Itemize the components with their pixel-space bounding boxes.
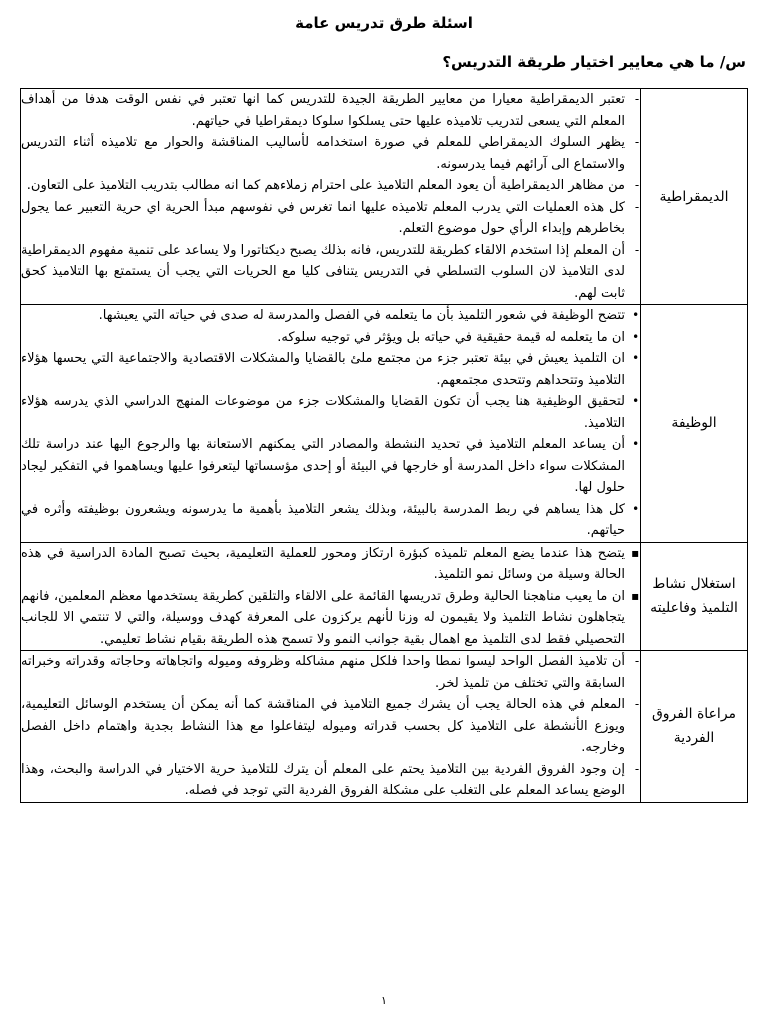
criteria-points-list xyxy=(21,651,640,802)
criteria-point-text: من مظاهر الديمقراطية أن يعود المعلم التلاميذ على احترام زملاءهم كما انه مطالب بتدريب التلاميذ على التعاون. xyxy=(26,178,625,193)
criteria-point-text: تعتبر الديمقراطية معيارا من معايير الطريقة الجيدة للتدريس كما انها تعتبر في نفس الوقت هدفا من أهداف المعلم التي يسعى لتدريب تلاميذه عليها حتى يسلكوا سلوكا ديمقراطيا في حياتهم. xyxy=(21,92,625,129)
criteria-point-text: ان التلميذ يعيش في بيئة تعتبر جزء من مجتمع ملئ بالقضايا والمشكلات الاقتصادية والاجتماعية التي يحسها هؤلاء التلاميذ وتتحداهم وتتحدى مجتمعهم. xyxy=(21,351,625,388)
bullet-marker: • xyxy=(632,351,639,365)
bullet-marker: • xyxy=(632,308,639,322)
criteria-points-list xyxy=(21,89,640,304)
criteria-point xyxy=(21,348,640,391)
criteria-point-text: أن المعلم إذا استخدم الالقاء كطريقة للتدريس، فانه بذلك يصبح ديكتاتورا ولا يساعد على تنمية مفهوم الديمقراطية لدى التلاميذ لان السلوب التسلطي في التدريس يتنافى كليا مع الحريات التي يجب أن يستمتع بها التلاميذ كحق ثابت لهم. xyxy=(21,242,625,301)
bullet-marker: - xyxy=(634,654,639,668)
page-number: ١ xyxy=(381,994,387,1007)
bullet-marker: - xyxy=(634,761,639,776)
criteria-point-text: كل هذا يساهم في ربط المدرسة بالبيئة، وبذلك يشعر التلاميذ بأهمية ما يدرسونه ويشعرون بوظيفته وأثره في حياتهم. xyxy=(21,501,625,538)
criteria-label: الوظيفة xyxy=(671,415,717,432)
criteria-description-cell xyxy=(21,542,641,651)
criteria-label: استغلال نشاط التلميذ وفاعليته xyxy=(650,576,738,617)
criteria-point xyxy=(21,694,640,759)
criteria-point xyxy=(21,651,640,694)
criteria-points-list xyxy=(21,305,640,542)
criteria-row xyxy=(21,305,748,543)
bullet-marker: - xyxy=(634,92,639,106)
page-title: اسئلة طرق تدريس عامة xyxy=(295,14,473,32)
criteria-label: مراعاة الفروق الفردية xyxy=(651,706,737,747)
criteria-point xyxy=(21,434,640,499)
criteria-point xyxy=(21,305,640,327)
criteria-row xyxy=(21,651,748,803)
bullet-marker: - xyxy=(634,135,639,149)
criteria-point xyxy=(21,543,640,586)
bullet-marker: - xyxy=(634,697,639,711)
criteria-points-list xyxy=(21,543,640,651)
criteria-table xyxy=(20,88,748,803)
criteria-point-text: يتضح هذا عندما يضع المعلم تلميذه كبؤرة ارتكاز ومحور للعملية التعليمية، بحيث تصبح المادة الدراسية في هذه الحالة وسيلة من وسائل نمو التلميذ. xyxy=(21,545,625,582)
criteria-label-cell xyxy=(641,305,748,543)
criteria-point xyxy=(21,499,640,542)
bullet-marker: • xyxy=(632,437,639,451)
question-heading: س/ ما هي معايير اختيار طريقة التدريس؟ xyxy=(442,53,746,71)
criteria-point-text: أن يساعد المعلم التلاميذ في تحديد النشطة والمصادر التي يمكنهم الاستعانة بها والرجوع اليها عند دراسة تلك المشكلات سواء داخل المدرسة أو خارجها في البيئة أو إحدى مؤسساتها ليتعرفوا عليها ويساهموا في التفكير ليجاد حلول لها. xyxy=(21,437,625,495)
bullet-marker: ▪ xyxy=(631,588,639,603)
criteria-point xyxy=(21,175,640,197)
criteria-point xyxy=(21,240,640,305)
criteria-point-text: ان ما يعيب مناهجنا الحالية وطرق تدريسها القائمة على الالقاء والتلقين كطريقة يستخدمها معظم المعلمين، فانهم يتجاهلون نشاط التلميذ ولا يقيمون له وزنا لأنهم يركزون على المعرفة كهدف ووسيلة، والتي لا تنتمي الا للجانب التحصيلي فقط لدى التلميذ مع اهمال بقية جوانب النمو ولا تسمح هذه الطريقة بقيام نشاط تعليمي. xyxy=(21,588,625,647)
criteria-row xyxy=(21,542,748,651)
criteria-point-text: أن تلاميذ الفصل الواحد ليسوا نمطا واحدا فلكل منهم مشاكله وظروفه وميوله واتجاهاته وحاجاته وقدراته وخبراته السابقة والتي تختلف من تلميذ لخر. xyxy=(21,654,625,691)
bullet-marker: - xyxy=(634,199,639,214)
criteria-point xyxy=(21,759,640,802)
criteria-point-text: يظهر السلوك الديمقراطي للمعلم في صورة استخدامه لأساليب المناقشة والحوار مع تلاميذه أثناء التدريس والاستماع الى آرائهم فيما يدرسونه. xyxy=(21,135,625,172)
criteria-point xyxy=(21,132,640,175)
bullet-marker: • xyxy=(632,394,639,408)
criteria-point-text: المعلم في هذه الحالة يجب أن يشرك جميع التلاميذ في المناقشة كما أنه يمكن أن يستخدم الوسائل التعليمية، ويوزع الأنشطة على التلاميذ كل بحسب قدراته وميوله ليتفاعلوا مع هذا النشاط بجدية واهتمام داخل الفصل وخارجه. xyxy=(21,697,625,755)
bullet-marker: • xyxy=(632,501,639,516)
criteria-description-cell xyxy=(21,651,641,803)
criteria-row xyxy=(21,89,748,305)
criteria-point-text: تتضح الوظيفة في شعور التلميذ بأن ما يتعلمه في الفصل والمدرسة له صدى في حياته التي يعيشها. xyxy=(98,308,625,323)
criteria-description-cell xyxy=(21,89,641,305)
criteria-table-body xyxy=(21,89,748,803)
criteria-label: الديمقراطية xyxy=(659,188,729,205)
criteria-label-cell xyxy=(641,89,748,305)
criteria-point-text: إن وجود الفروق الفردية بين التلاميذ يحتم على المعلم أن يترك للتلاميذ حرية الاختيار في الدراسة والبحث، وهذا الوضع يساعد المعلم على التغلب على مشكلة الفروق الفردية التي توجد في فصله. xyxy=(21,761,625,798)
criteria-label-cell xyxy=(641,651,748,803)
criteria-point xyxy=(21,327,640,349)
bullet-marker: • xyxy=(632,329,639,344)
criteria-point xyxy=(21,197,640,240)
criteria-point xyxy=(21,586,640,651)
bullet-marker: - xyxy=(634,242,639,257)
criteria-point-text: لتحقيق الوظيفية هنا يجب أن تكون القضايا والمشكلات جزء من موضوعات المنهج الدراسي الذي يدرسه هؤلاء التلاميذ. xyxy=(21,394,625,431)
criteria-label-cell xyxy=(641,542,748,651)
criteria-point-text: كل هذه العمليات التي يدرب المعلم تلاميذه عليها انما تغرس في نفوسهم مبدأ الحرية اي حرية التعبير عما يجول بخاطرهم وإبداء الرأي حول موضوع التعلم. xyxy=(21,199,625,236)
criteria-description-cell xyxy=(21,305,641,543)
criteria-point xyxy=(21,391,640,434)
bullet-marker: - xyxy=(634,178,639,192)
bullet-marker: ▪ xyxy=(631,545,639,560)
criteria-point xyxy=(21,89,640,132)
criteria-point-text: ان ما يتعلمه له قيمة حقيقية في حياته بل ويؤثر في توجيه سلوكه. xyxy=(277,329,625,345)
